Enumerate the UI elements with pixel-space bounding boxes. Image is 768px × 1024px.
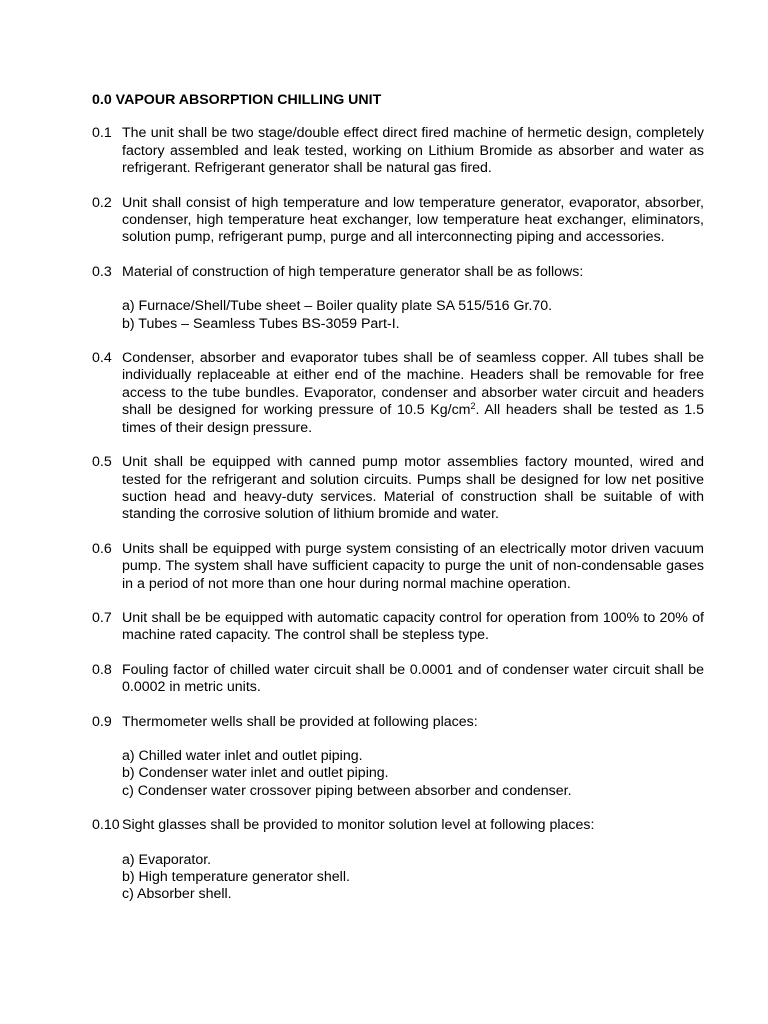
clause-body	[122, 264, 704, 333]
clause-number: 0.6	[92, 540, 112, 557]
sub-list	[122, 852, 704, 904]
superscript: 2	[470, 401, 476, 412]
sub-list	[122, 748, 704, 800]
clause-text-part: Condenser, absorber and evaporator tubes shall be of seamless copper. All tubes shall be individually replaceable at either end of the machine. Headers shall be removable for free access to the tube bundles. Evaporator, condenser and absorber water circuit and headers shall be designed for working pressure of 10.5 Kg/cm	[122, 350, 704, 419]
clause-body	[122, 195, 704, 247]
document-page	[92, 92, 704, 921]
clause-0-4	[92, 350, 704, 437]
clause-body	[122, 610, 704, 645]
clause-0-8	[92, 662, 704, 697]
clause-body	[122, 662, 704, 697]
clause-number: 0.1	[92, 125, 112, 142]
clause-number: 0.5	[92, 454, 112, 471]
clause-0-9	[92, 714, 704, 801]
clause-number: 0.3	[92, 263, 112, 280]
clause-body	[122, 714, 704, 801]
clause-number: 0.4	[92, 350, 112, 367]
list-item: b) Condenser water inlet and outlet piping.	[122, 765, 389, 782]
clause-body	[122, 125, 704, 177]
clause-number: 0.10	[92, 817, 120, 834]
clause-text: Unit shall be equipped with canned pump motor assemblies factory mounted, wired and tested for the refrigerant and solution circuits. Pumps shall be designed for low net positive suction head and heavy-duty services. Material of construction shall be suitable of with standing the corrosive solution of lithium bromide and water.	[122, 454, 704, 523]
clause-text	[122, 350, 704, 437]
clause-body	[122, 817, 704, 904]
list-item: b) Tubes – Seamless Tubes BS-3059 Part-I.	[122, 315, 400, 332]
sub-list	[122, 298, 704, 333]
clause-number: 0.8	[92, 661, 112, 678]
clause-number: 0.9	[92, 713, 112, 730]
list-item: c) Absorber shell.	[122, 886, 232, 903]
list-item: b) High temperature generator shell.	[122, 869, 350, 885]
list-item: a) Chilled water inlet and outlet piping.	[122, 747, 363, 764]
clause-number: 0.2	[92, 194, 112, 211]
clause-text: Fouling factor of chilled water circuit shall be 0.0001 and of condenser water circuit shall be 0.0002 in metric units.	[122, 661, 704, 696]
clause-0-10	[92, 817, 704, 904]
clause-text-part: . All headers shall be tested as 1.5 times of their design pressure.	[122, 402, 704, 436]
clause-0-1	[92, 125, 704, 177]
clause-body	[122, 541, 704, 593]
clause-text: Unit shall be be equipped with automatic capacity control for operation from 100% to 20% of machine rated capacity. The control shall be stepless type.	[122, 609, 704, 644]
clause-text: The unit shall be two stage/double effect direct fired machine of hermetic design, completely factory assembled and leak tested, working on Lithium Bromide as absorber and water as refrigerant. Refrigerant generator shall be natural gas fired.	[122, 125, 704, 177]
clause-body	[122, 454, 704, 524]
clause-text: Thermometer wells shall be provided at following places:	[122, 713, 478, 730]
clause-0-6	[92, 541, 704, 593]
clause-0-7	[92, 610, 704, 645]
section-heading: 0.0 VAPOUR ABSORPTION CHILLING UNIT	[92, 92, 382, 108]
clause-text: Material of construction of high temperature generator shall be as follows:	[122, 263, 584, 280]
clause-0-3	[92, 264, 704, 333]
clause-text: Sight glasses shall be provided to monitor solution level at following places:	[122, 817, 595, 834]
clause-0-5	[92, 454, 704, 524]
clause-body	[122, 350, 704, 437]
clause-0-2	[92, 195, 704, 247]
clause-text: Units shall be equipped with purge system consisting of an electrically motor driven vacuum pump. The system shall have sufficient capacity to purge the unit of non-condensable gases in a period of not more than one hour during normal machine operation.	[122, 540, 704, 592]
clause-number: 0.7	[92, 609, 112, 626]
list-item: a) Evaporator.	[122, 851, 212, 868]
clause-text: Unit shall consist of high temperature and low temperature generator, evaporator, absorber, condenser, high temperature heat exchanger, low temperature heat exchanger, eliminators, solution pump, refrigerant pump, purge and all interconnecting piping and accessories.	[122, 194, 704, 246]
list-item: a) Furnace/Shell/Tube sheet – Boiler quality plate SA 515/516 Gr.70.	[122, 298, 553, 315]
list-item: c) Condenser water crossover piping between absorber and condenser.	[122, 782, 572, 799]
